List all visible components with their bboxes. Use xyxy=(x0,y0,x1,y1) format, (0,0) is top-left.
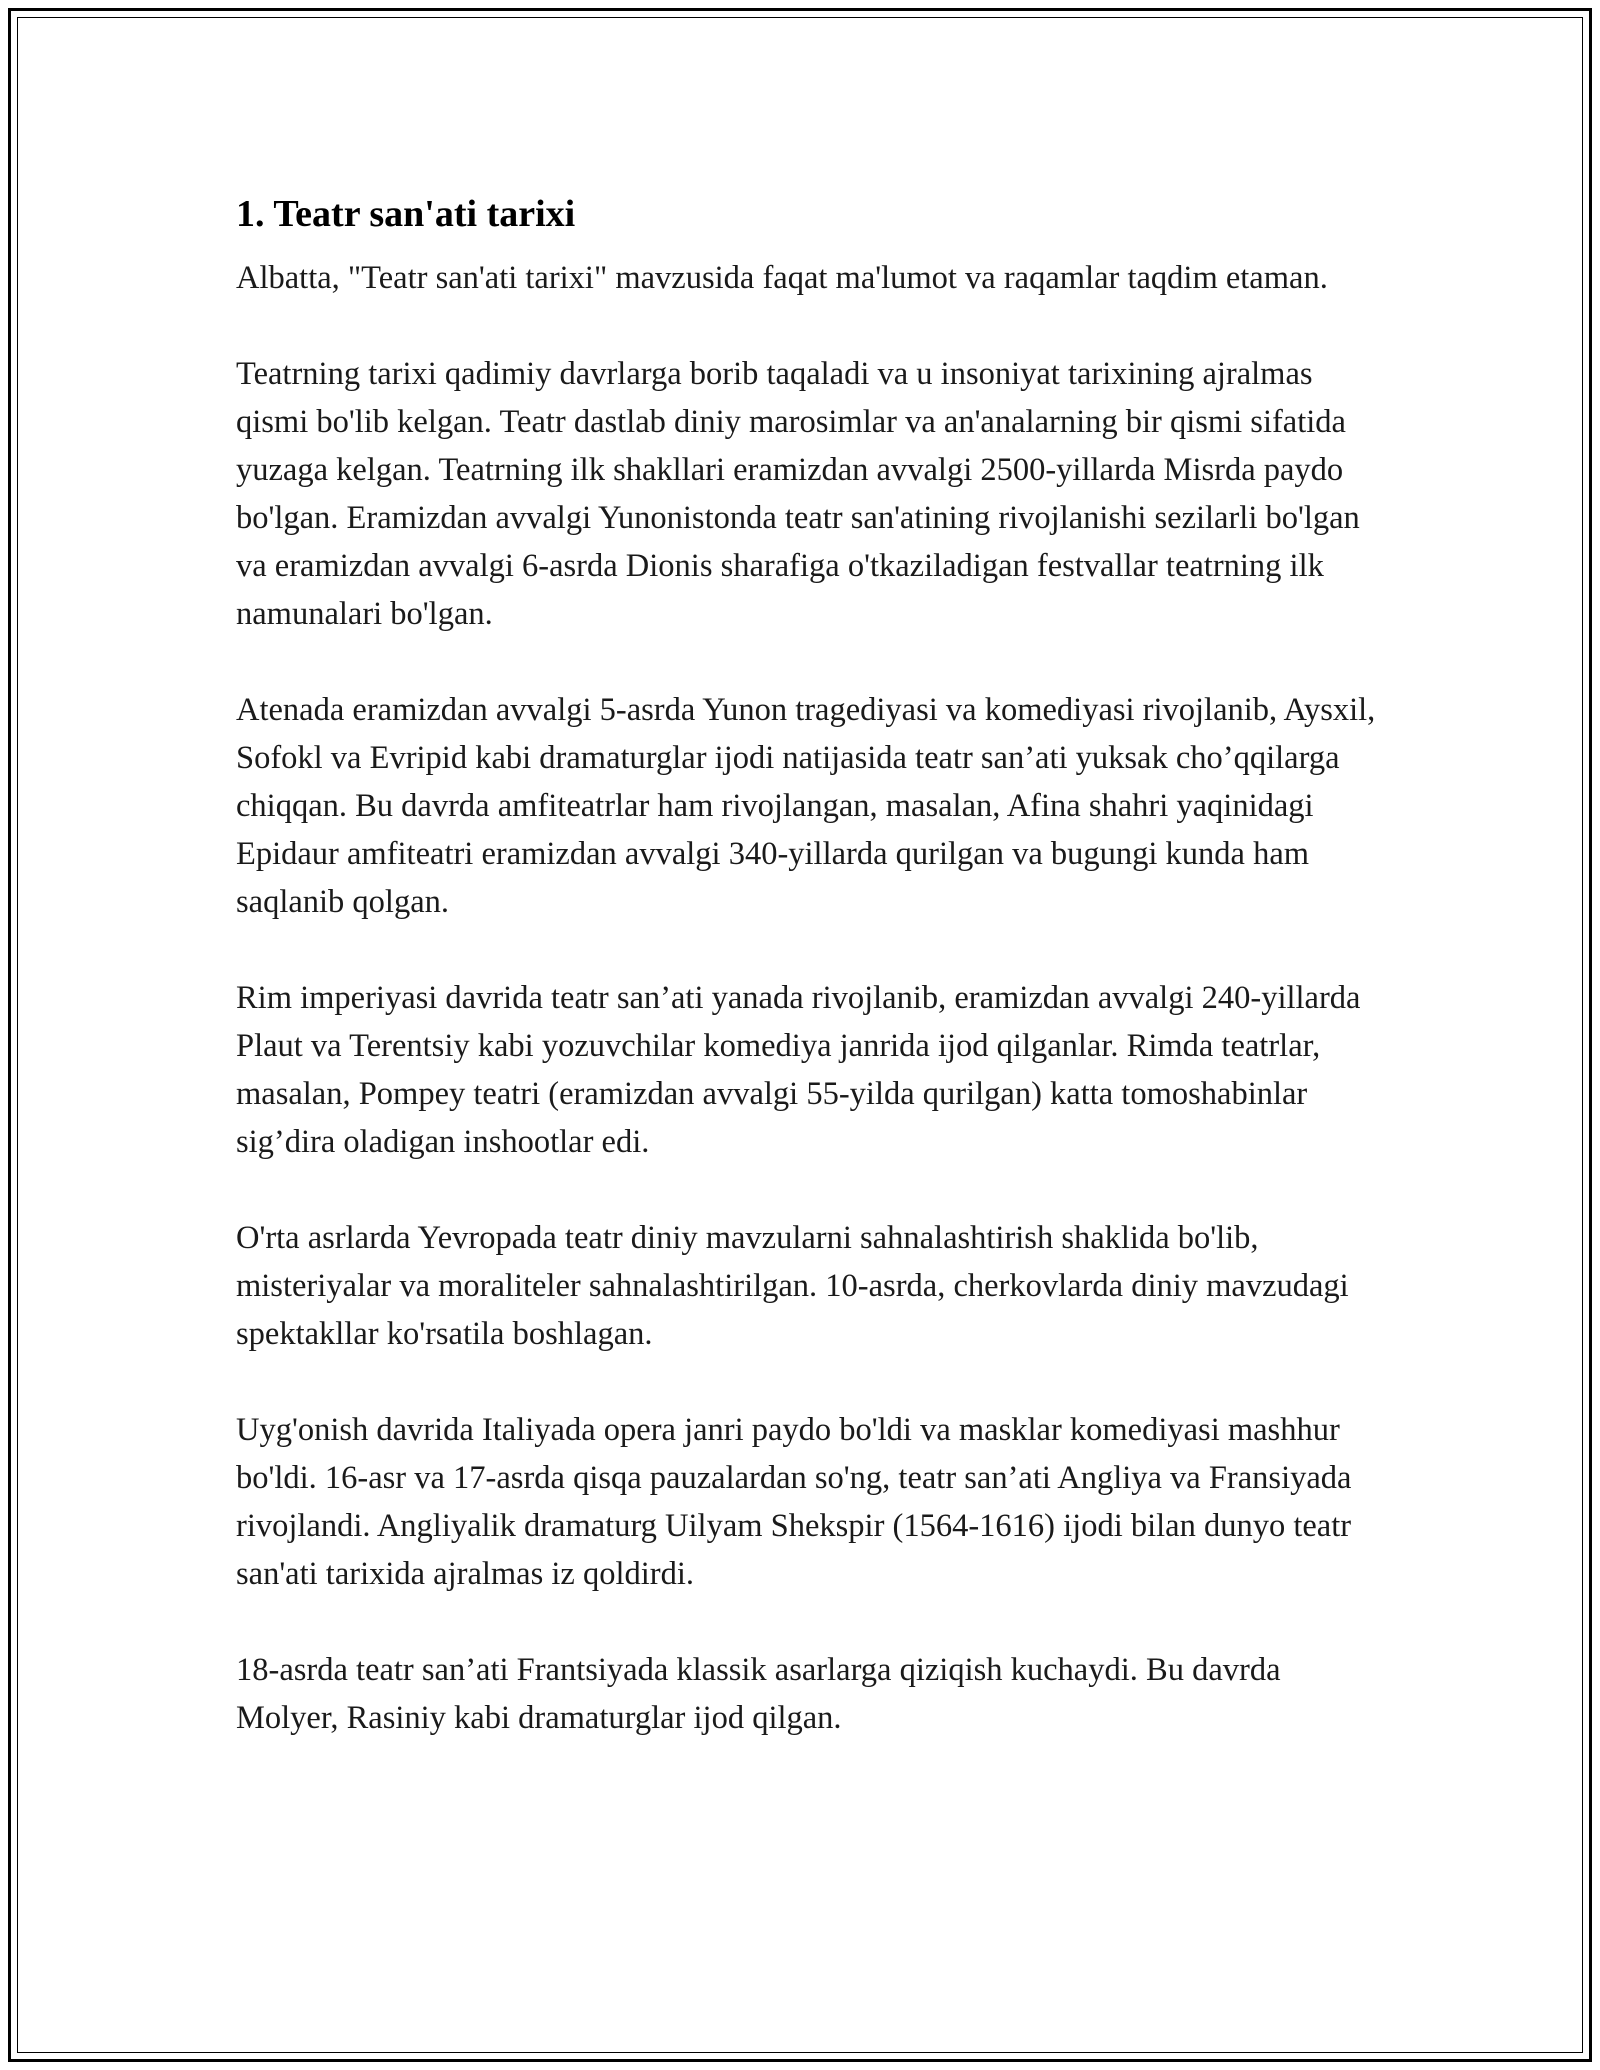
paragraph-18th-century: 18-asrda teatr san’ati Frantsiyada klassik asarlarga qiziqish kuchaydi. Bu davrda Molyer, Rasiniy kabi dramaturglar ijod qilgan. xyxy=(236,1652,1281,1736)
paragraph-athens: Atenada eramizdan avvalgi 5-asrda Yunon tragediyasi va komediyasi rivojlanib, Aysxil, Sofokl va Evripid kabi dramaturglar ijodi natijasida teatr san’ati yuksak cho’qqilarga chiqqan. Bu davrda amfiteatrlar ham rivojlangan, masalan, Afina shahri yaqinidagi Epidaur amfiteatri eramizdan avvalgi 340-yillarda qurilgan va bugungi kunda ham saqlanib qolgan. xyxy=(236,692,1376,920)
document-body xyxy=(236,188,1376,1742)
paragraph-origins: Teatrning tarixi qadimiy davrlarga borib taqaladi va u insoniyat tarixining ajralmas qismi bo'lib kelgan. Teatr dastlab diniy marosimlar va an'analarning bir qismi sifatida yuzaga kelgan. Teatrning ilk shakllari eramizdan avvalgi 2500-yillarda Misrda paydo bo'lgan. Eramizdan avvalgi Yunonistonda teatr san'atining rivojlanishi sezilarli bo'lgan va eramizdan avvalgi 6-asrda Dionis sharafiga o'tkaziladigan festvallar teatrning ilk namunalari bo'lgan. xyxy=(236,356,1360,632)
paragraph-middle-ages: O'rta asrlarda Yevropada teatr diniy mavzularni sahnalashtirish shaklida bo'lib, misteriyalar va moraliteler sahnalashtirilgan. 10-asrda, cherkovlarda diniy mavzudagi spektakllar ko'rsatila boshlagan. xyxy=(236,1220,1349,1352)
paragraph-intro: Albatta, "Teatr san'ati tarixi" mavzusida faqat ma'lumot va raqamlar taqdim etaman. xyxy=(236,260,1328,296)
paragraph-rome: Rim imperiyasi davrida teatr san’ati yanada rivojlanib, eramizdan avvalgi 240-yillarda Plaut va Terentsiy kabi yozuvchilar komediya janrida ijod qilganlar. Rimda teatrlar, masalan, Pompey teatri (eramizdan avvalgi 55-yilda qurilgan) katta tomoshabinlar sig’dira oladigan inshootlar edi. xyxy=(236,980,1361,1160)
paragraph-renaissance: Uyg'onish davrida Italiyada opera janri paydo bo'ldi va masklar komediyasi mashhur bo'ldi. 16-asr va 17-asrda qisqa pauzalardan so'ng, teatr san’ati Angliya va Fransiyada rivojlandi. Angliyalik dramaturg Uilyam Shekspir (1564-1616) ijodi bilan dunyo teatr san'ati tarixida ajralmas iz qoldirdi. xyxy=(236,1412,1352,1592)
document-title: 1. Teatr san'ati tarixi xyxy=(236,193,576,235)
